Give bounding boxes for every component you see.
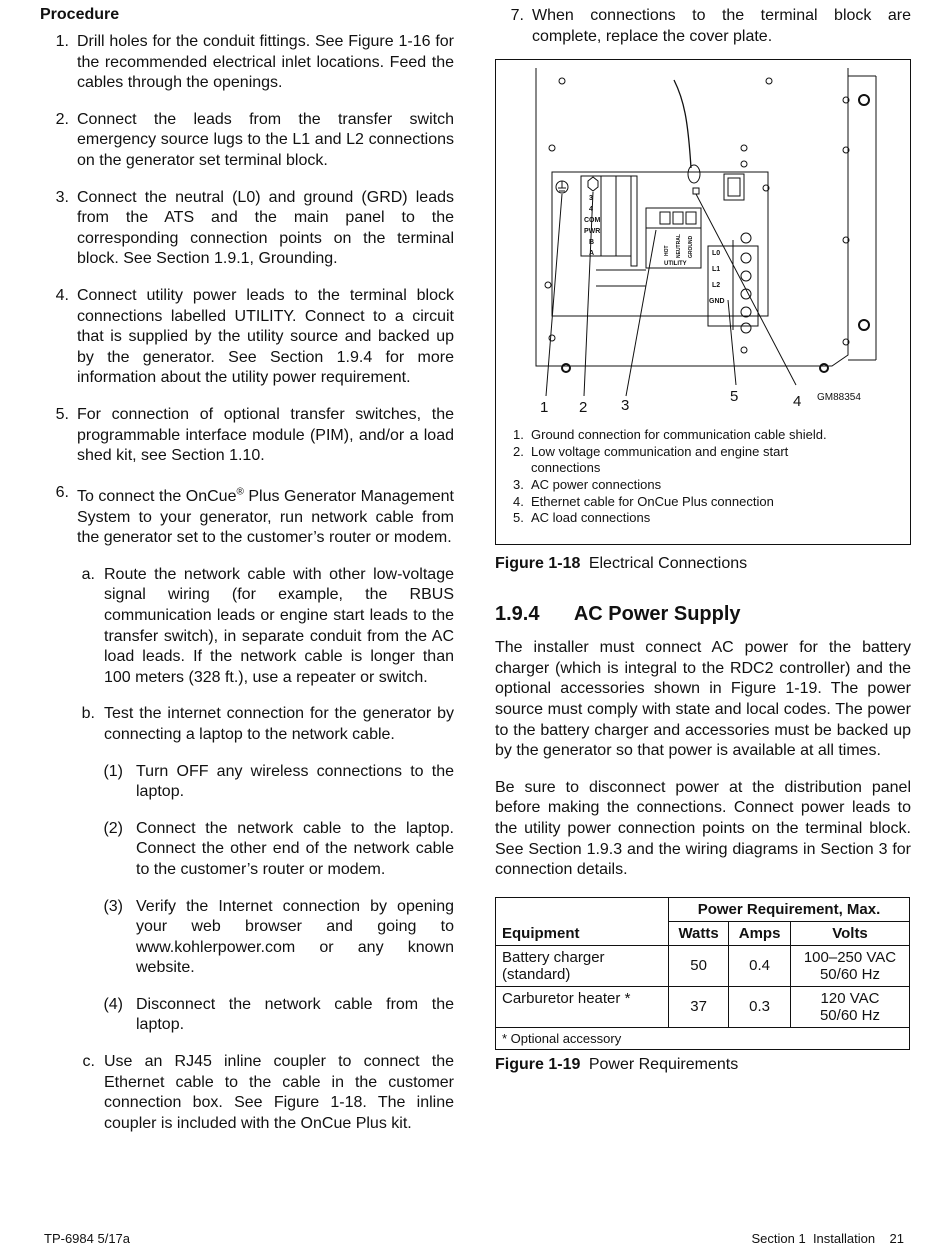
figure-label: Figure 1-18 — [495, 555, 581, 573]
cell-amps: 0.3 — [729, 986, 791, 1027]
mount-hole — [545, 282, 551, 288]
power-requirements-table — [495, 897, 910, 1050]
legend-text: AC load connections — [531, 510, 651, 526]
cell-volts — [791, 986, 910, 1027]
mount-hole-large — [562, 364, 570, 372]
cell-equipment: Battery charger (standard) — [496, 945, 669, 986]
footer-doc-id: TP-6984 5/17a — [44, 1231, 131, 1246]
substep-number: (1) — [103, 762, 123, 780]
legend-text: Ethernet cable for OnCue Plus connection — [531, 493, 774, 509]
mount-hole-large — [859, 95, 869, 105]
mount-hole — [741, 161, 747, 167]
step-3 — [40, 188, 454, 270]
substep-letter: c. — [82, 1053, 95, 1071]
step-number: 7. — [510, 7, 524, 24]
figure-title: Power Requirements — [588, 1055, 739, 1073]
figure-electrical-connections — [495, 59, 911, 545]
footer-page-info: Section 1 Installation 21 — [751, 1231, 904, 1246]
header-equipment: Equipment — [496, 897, 669, 945]
figure-label: Figure 1-19 — [495, 1055, 581, 1073]
step-1 — [40, 32, 454, 94]
substep-b-2 — [40, 819, 454, 881]
terminal-label: NEUTRAL — [676, 234, 682, 259]
terminal-label: B — [589, 239, 595, 247]
drawing-id: GM88354 — [817, 392, 861, 404]
step-2 — [40, 110, 454, 172]
callout-line-4 — [696, 194, 796, 385]
mount-hole — [559, 78, 565, 84]
cell-amps: 0.4 — [729, 945, 791, 986]
substep-number: (2) — [103, 819, 123, 837]
step-number: 1. — [55, 33, 69, 50]
cell-watts: 37 — [669, 986, 729, 1027]
mount-hole — [766, 78, 772, 84]
mount-hole — [741, 347, 747, 353]
substep-text: Connect the network cable to the laptop. Connect the other end of the network cable to the customer’s router or modem. — [136, 819, 454, 878]
substep-text: Disconnect the network cable from the laptop. — [136, 995, 454, 1034]
callout-number: 4 — [793, 393, 802, 411]
mount-hole — [549, 145, 555, 151]
step-text: For connection of optional transfer switches, the programmable interface module (PIM), and/or a load shed kit, see Section 1.10. — [77, 405, 454, 465]
legend-item — [513, 510, 843, 527]
terminal-label: 3 — [589, 195, 593, 203]
step-text: Connect the leads from the transfer switch emergency source lugs to the L1 and L2 connections on the generator set terminal block. — [77, 110, 454, 169]
paragraph: The installer must connect AC power for the battery charger (which is integral to the RDC2 controller) and the optional accessories shown in Figure 1-19. The power source must comply with state and local codes. The power to the battery charger and accessories must be backed up by the generator so that power is available at all times. — [495, 639, 911, 760]
volts-line: 100–250 VAC — [803, 948, 897, 966]
legend-number: 5. — [513, 510, 524, 526]
step-5 — [40, 405, 454, 467]
terminal-screw — [741, 253, 751, 263]
legend-number: 3. — [513, 476, 524, 492]
legend-text: Low voltage communication and engine start connections — [531, 443, 789, 476]
legend-number: 1. — [513, 427, 524, 443]
substep-letter: a. — [81, 565, 95, 583]
terminal-label: L0 — [712, 250, 721, 258]
cell-volts — [791, 945, 910, 986]
step-number: 2. — [55, 110, 69, 128]
step-text-part: Plus Generator Management System to your generator, run network cable from the generator set to the customer’s router or modem. — [77, 488, 454, 547]
step-4 — [40, 286, 454, 389]
legend-number: 4. — [513, 493, 524, 509]
substep-text: Verify the Internet connection by opening your web browser and going to www.kohlerpower.com or any known website. — [136, 897, 454, 977]
substep-text: Route the network cable with other low-voltage signal wiring (for example, the RBUS communication leads or engine start leads to the transfer switch), in separate conduit from the AC load leads. If the network cable is longer than 100 meters (328 ft.), use a repeater or switch. — [104, 565, 454, 686]
terminal-label: PWR — [584, 228, 601, 236]
paragraph: Be sure to disconnect power at the distribution panel before making the connections. Connect power leads to the utility power connection points on the terminal block. See Section 1.9.3 and the wiring diagrams in Section 3 for connection details. — [495, 778, 911, 879]
table-caption — [495, 1056, 911, 1074]
step-text: Drill holes for the conduit fittings. See Figure 1-16 for the recommended electrical inlet locations. Feed the cables through the openings. — [77, 33, 454, 92]
substep-b-4 — [40, 995, 454, 1036]
substep-b — [40, 704, 454, 745]
step-6 — [40, 483, 454, 549]
step-number: 5. — [55, 405, 69, 423]
substep-b-1 — [40, 762, 454, 803]
mount-hole — [549, 335, 555, 341]
substep-c — [40, 1052, 454, 1134]
mount-hole-large — [820, 364, 828, 372]
step-text: When connections to the terminal block are complete, replace the cover plate. — [532, 7, 911, 45]
cell-watts: 50 — [669, 945, 729, 986]
mount-hole — [741, 145, 747, 151]
terminal-screw — [741, 233, 751, 243]
step-number: 6. — [55, 483, 69, 501]
procedure-heading: Procedure — [40, 6, 120, 23]
step-number: 3. — [55, 188, 69, 206]
terminal-screw — [741, 271, 751, 281]
terminal-label: 4 — [589, 206, 593, 214]
volts-line: 50/60 Hz — [819, 1006, 881, 1024]
substep-number: (4) — [103, 995, 123, 1013]
cable-grommet — [688, 165, 700, 183]
step-7 — [495, 6, 911, 47]
wiring-diagram — [496, 60, 909, 420]
mount-hole-large — [859, 320, 869, 330]
hex-nut-icon — [588, 177, 598, 191]
callout-line-5 — [728, 300, 736, 385]
step-text: Connect the neutral (L0) and ground (GRD) leads from the ATS and the main panel to the corresponding connection points on the terminal block. See Section 1.9.1, Grounding. — [77, 188, 454, 268]
terminal-label: COM — [584, 217, 601, 225]
header-watts: Watts — [669, 921, 729, 945]
volts-line: 50/60 Hz — [819, 965, 881, 983]
step-number: 4. — [55, 286, 69, 304]
substep-text: Use an RJ45 inline coupler to connect the Ethernet cable to the cable in the customer connection box. See Figure 1-18. The inline coupler is included with the OnCue Plus kit. — [104, 1053, 454, 1132]
legend-text: Ground connection for communication cable shield. — [531, 427, 827, 443]
callout-number: 3 — [621, 397, 630, 415]
terminal-label: L2 — [712, 282, 721, 290]
right-column — [495, 6, 911, 1074]
legend-item — [513, 444, 843, 477]
controller-panel — [552, 172, 768, 316]
table-row — [496, 945, 910, 986]
header-volts: Volts — [791, 921, 910, 945]
terminal-label: HOT — [664, 245, 670, 257]
cell-equipment: Carburetor heater * — [496, 986, 669, 1027]
substep-letter: b. — [81, 705, 95, 723]
step-text-part: To connect the OnCue — [77, 488, 237, 506]
callout-number: 5 — [730, 388, 739, 406]
section-title: AC Power Supply — [573, 603, 741, 626]
substep-b-3 — [40, 897, 454, 979]
terminal-label: GND — [709, 298, 725, 306]
step-text — [77, 488, 454, 546]
legend-item — [513, 494, 843, 511]
terminal-label: A — [589, 250, 595, 258]
terminal-label: L1 — [712, 266, 721, 274]
utility-label: UTILITY — [664, 261, 687, 268]
section-heading — [495, 603, 911, 626]
substep-number: (3) — [103, 897, 123, 915]
substep-text: Turn OFF any wireless connections to the laptop. — [136, 762, 454, 801]
legend-item — [513, 477, 843, 494]
switch-window — [728, 178, 740, 196]
callout-number: 2 — [579, 399, 588, 417]
section-number: 1.9.4 — [495, 603, 540, 626]
legend-item — [513, 427, 843, 444]
figure-legend — [513, 427, 843, 527]
left-column — [40, 6, 454, 1150]
terminal-screw — [741, 323, 751, 333]
figure-title: Electrical Connections — [588, 555, 748, 573]
enclosure-outline — [536, 68, 848, 366]
terminal-label: GROUND — [688, 235, 694, 259]
callout-number: 1 — [540, 399, 549, 417]
table-footnote: * Optional accessory — [496, 1027, 910, 1049]
header-amps: Amps — [729, 921, 791, 945]
legend-number: 2. — [513, 443, 524, 459]
ethernet-cable — [674, 80, 691, 168]
figure-caption — [495, 555, 911, 573]
volts-line: 120 VAC — [820, 989, 880, 1007]
step-text: Connect utility power leads to the terminal block connections labelled UTILITY. Connect to a circuit that is supplied by the utility source and backed up by the generator. See Section 1.9.4 for more information about the utility power requirement. — [77, 286, 454, 387]
header-group: Power Requirement, Max. — [669, 897, 910, 921]
substep-text: Test the internet connection for the generator by connecting a laptop to the network cable. — [104, 705, 454, 743]
substep-a — [40, 565, 454, 689]
table-row — [496, 986, 910, 1027]
legend-text: AC power connections — [531, 476, 662, 492]
registered-mark: ® — [236, 486, 244, 498]
